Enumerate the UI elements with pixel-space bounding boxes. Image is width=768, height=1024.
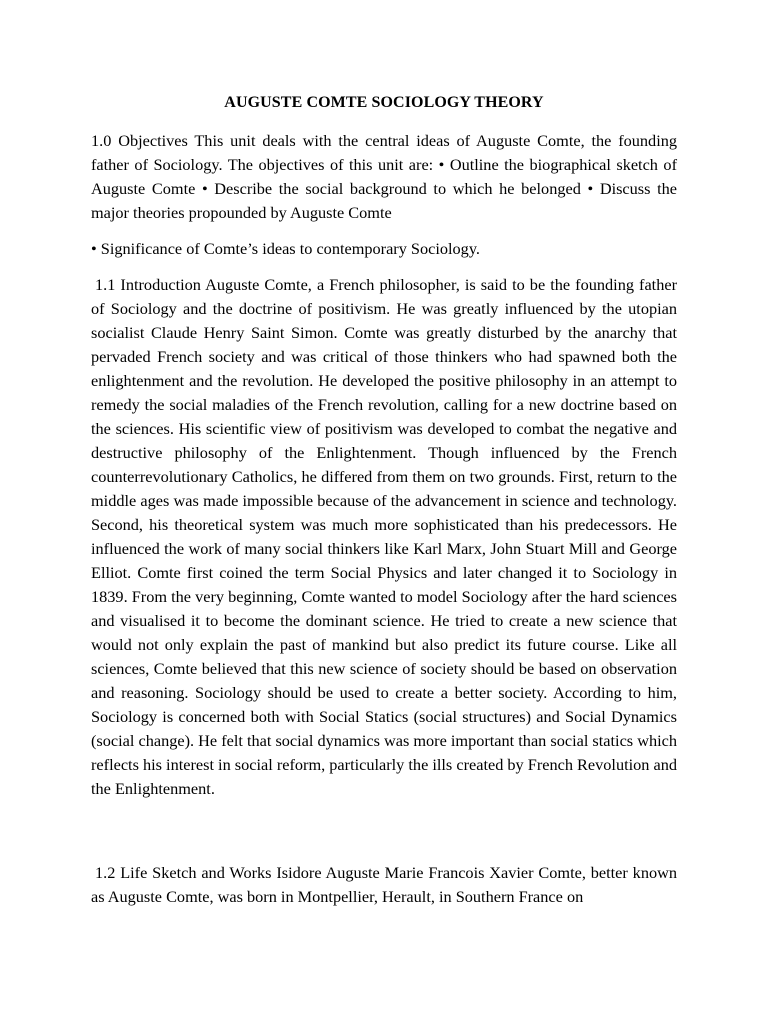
introduction-paragraph: 1.1 Introduction Auguste Comte, a French philosopher, is said to be the founding father of Sociology and the doctrine of positivism. He was greatly influenced by the utopian socialist Claude Henry Saint Simon. Comte was greatly disturbed by the anarchy that pervaded French society and was critical of those thinkers who had spawned both the enlightenment and the revolution. He developed the positive philosophy in an attempt to remedy the social maladies of the French revolution, calling for a new doctrine based on the sciences. His scientific view of positivism was developed to combat the negative and destructive philosophy of the Enlightenment. Though influenced by the French counterrevolutionary Catholics, he differed from them on two grounds. First, return to the middle ages was made impossible because of the advancement in science and technology. Second, his theoretical system was much more sophisticated than his predecessors. He influenced the work of many social thinkers like Karl Marx, John Stuart Mill and George Elliot. Comte first coined the term Social Physics and later changed it to Sociology in 1839. From the very beginning, Comte wanted to model Sociology after the hard sciences and visualised it to become the dominant science. He tried to create a new science that would not only explain the past of mankind but also predict its future course. Like all sciences, Comte believed that this new science of society should be based on observation and reasoning. Sociology should be used to create a better society. According to him, Sociology is concerned both with Social Statics (social structures) and Social Dynamics (social change). He felt that social dynamics was more important than social statics which reflects his interest in social reform, particularly the ills created by French Revolution and the Enlightenment.: [91, 275, 677, 798]
objectives-paragraph: 1.0 Objectives This unit deals with the central ideas of Auguste Comte, the founding father of Sociology. The objectives of this unit are: • Outline the biographical sketch of Auguste Comte • Describe the social background to which he belonged • Discuss the major theories propounded by Auguste Comte: [91, 131, 677, 222]
significance-paragraph: • Significance of Comte’s ideas to contemporary Sociology.: [91, 239, 480, 258]
document-title: AUGUSTE COMTE SOCIOLOGY THEORY: [224, 94, 544, 111]
life-sketch-paragraph: 1.2 Life Sketch and Works Isidore Auguste Marie Francois Xavier Comte, better known as Auguste Comte, was born in Montpellier, Herault, in Southern France on: [91, 863, 677, 906]
